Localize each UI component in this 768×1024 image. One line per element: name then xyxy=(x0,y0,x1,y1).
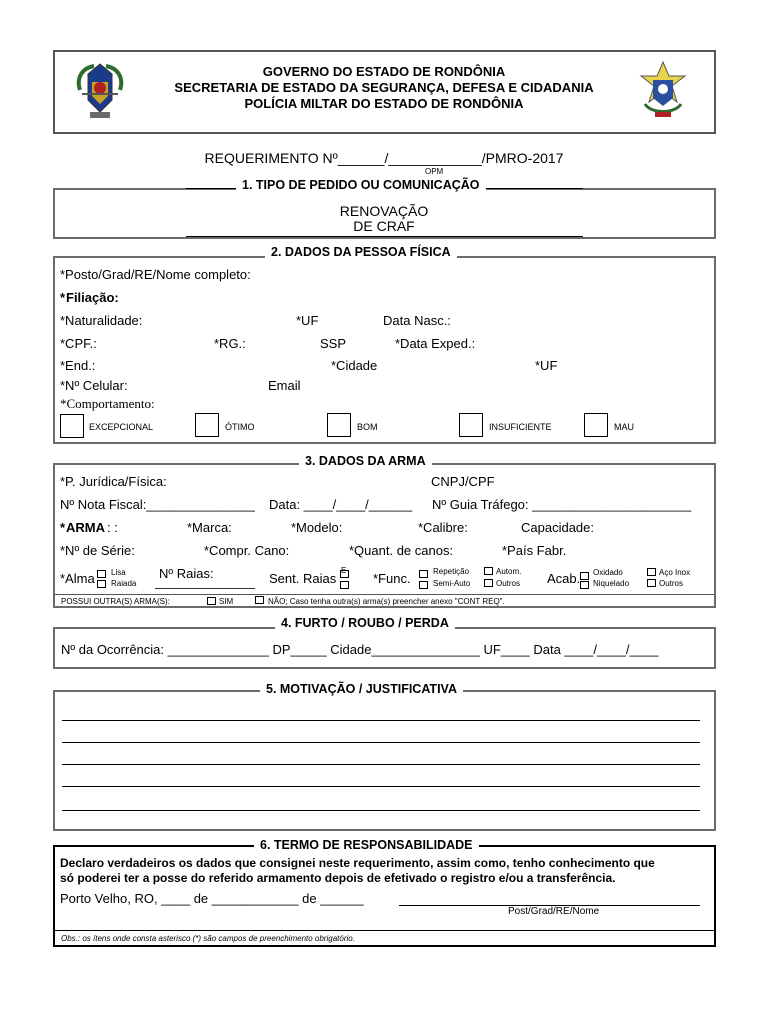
pais-label: *País Fabr. xyxy=(502,543,567,558)
ssp-label: SSP xyxy=(320,336,347,351)
sent-raias-mark: E xyxy=(341,566,347,575)
request-type-line-1: RENOVAÇÃO xyxy=(339,203,429,219)
raiada-label: Raiada xyxy=(111,579,137,588)
autom-checkbox[interactable] xyxy=(484,567,493,575)
option-insuficiente-label: INSUFICIENTE xyxy=(489,422,552,432)
lisa-label: Lisa xyxy=(111,568,126,577)
option-bom-checkbox[interactable] xyxy=(327,413,351,437)
data-nasc-label: Data Nasc.: xyxy=(383,313,451,328)
justification-line-3[interactable] xyxy=(62,764,700,765)
option-bom-label: BOM xyxy=(357,422,378,432)
alma-label: *Alma xyxy=(60,571,95,586)
section-6-divider xyxy=(55,930,714,931)
outros-func-checkbox[interactable] xyxy=(484,579,493,587)
lisa-checkbox[interactable] xyxy=(97,570,106,578)
option-otimo-checkbox[interactable] xyxy=(195,413,219,437)
option-excepcional-label: EXCEPCIONAL xyxy=(89,422,154,432)
justification-line-5[interactable] xyxy=(62,810,700,811)
semi-auto-label: Semi-Auto xyxy=(433,579,471,588)
option-insuficiente-checkbox[interactable] xyxy=(459,413,483,437)
oxidado-checkbox[interactable] xyxy=(580,572,589,580)
cidade-label: *Cidade xyxy=(331,358,378,373)
signature-label: Post/Grad/RE/Nome xyxy=(508,906,600,917)
page-title: REQUERIMENTO Nº______/____________/PMRO-2017 xyxy=(204,150,564,166)
termo-text-1: Declaro verdadeiros os dados que consignei neste requerimento, assim como, tenho conhecimento que xyxy=(60,856,655,870)
termo-text-2: só poderei ter a posse do referido armamento depois de efetivado o registro e/ou a transferência. xyxy=(60,871,616,885)
autom-label: Autom. xyxy=(496,567,522,576)
rg-label: *RG.: xyxy=(214,336,246,351)
outros-acab-label: Outros xyxy=(659,579,684,588)
serie-label: *Nº de Série: xyxy=(60,543,135,558)
modelo-label: *Modelo: xyxy=(291,520,343,535)
option-excepcional-checkbox[interactable] xyxy=(60,414,84,438)
section-4-title: 4. FURTO / ROUBO / PERDA xyxy=(275,616,455,630)
raiada-checkbox[interactable] xyxy=(97,580,106,588)
niquelado-label: Niquelado xyxy=(593,579,630,588)
repeticao-checkbox[interactable] xyxy=(419,570,428,578)
n-raias-underline xyxy=(155,588,255,589)
acab-label: Acab. xyxy=(547,571,581,586)
section-1-title: 1. TIPO DE PEDIDO OU COMUNICAÇÃO xyxy=(236,178,486,192)
email-label: Email xyxy=(268,378,301,393)
calibre-label: *Calibre: xyxy=(418,520,468,535)
cnpj-label: CNPJ/CPF xyxy=(431,474,495,489)
uf-label-1: *UF xyxy=(296,313,319,328)
uf-label-2: *UF xyxy=(535,358,558,373)
aco-inox-checkbox[interactable] xyxy=(647,568,656,576)
option-mau-checkbox[interactable] xyxy=(584,413,608,437)
semi-auto-checkbox[interactable] xyxy=(419,581,428,589)
sent-raias-label: Sent. Raias xyxy=(269,571,337,586)
section-2-title: 2. DADOS DA PESSOA FÍSICA xyxy=(265,245,457,259)
naturalidade-label: *Naturalidade: xyxy=(60,313,143,328)
section-1-underline xyxy=(186,236,583,237)
header-line-2: SECRETARIA DE ESTADO DA SEGURANÇA, DEFESA E CIDADANIA xyxy=(174,80,594,95)
option-otimo-label: ÓTIMO xyxy=(225,422,255,432)
request-type-line-2: DE CRAF xyxy=(353,218,415,234)
arma-colon: : : xyxy=(107,520,118,535)
nao-label: NÃO; Caso tenha outra(s) arma(s) preencher anexo "CONT REQ". xyxy=(268,597,505,606)
arma-label: ARMA xyxy=(66,520,105,535)
header-line-1: GOVERNO DO ESTADO DE RONDÔNIA xyxy=(262,64,506,79)
cpf-label: *CPF.: xyxy=(60,336,97,351)
header-line-3: POLÍCIA MILTAR DO ESTADO DE RONDÔNIA xyxy=(244,96,524,111)
func-label: *Func. xyxy=(373,571,411,586)
section-2-box xyxy=(53,256,716,444)
data-field[interactable]: Data: ____/____/______ xyxy=(269,497,413,512)
outros-acab-checkbox[interactable] xyxy=(647,579,656,587)
data-exped-label: *Data Exped.: xyxy=(395,336,476,351)
justification-line-2[interactable] xyxy=(62,742,700,743)
justification-line-1[interactable] xyxy=(62,720,700,721)
section-3-title: 3. DADOS DA ARMA xyxy=(299,454,432,468)
aco-inox-label: Aço Inox xyxy=(659,568,691,577)
justification-line-4[interactable] xyxy=(62,786,700,787)
niquelado-checkbox[interactable] xyxy=(580,581,589,589)
marca-label: *Marca: xyxy=(187,520,232,535)
section-3-divider xyxy=(55,594,714,595)
pjuridica-label: *P. Jurídica/Física: xyxy=(60,474,167,489)
possui-label: POSSUI OUTRA(S) ARMA(S): xyxy=(61,597,170,606)
section-5-title: 5. MOTIVAÇÃO / JUSTIFICATIVA xyxy=(260,682,463,696)
guia-field[interactable]: Nº Guia Tráfego: ______________________ xyxy=(432,497,692,512)
end-label: *End.: xyxy=(60,358,96,373)
sim-checkbox[interactable] xyxy=(207,597,216,605)
local-data-line[interactable]: Porto Velho, RO, ____ de ____________ de ______ xyxy=(60,891,364,906)
oxidado-label: Oxidado xyxy=(593,568,623,577)
sim-label: SIM xyxy=(219,597,234,606)
option-mau-label: MAU xyxy=(614,422,634,432)
obs-text: Obs.: os ítens onde consta asterisco (*) são campos de preenchimento obrigatório. xyxy=(61,934,355,943)
repeticao-label: Repetição xyxy=(433,567,470,576)
quant-canos-label: *Quant. de canos: xyxy=(349,543,454,558)
celular-label: *Nº Celular: xyxy=(60,378,128,393)
nao-checkbox[interactable] xyxy=(255,596,264,604)
filiacao-label: Filiação: xyxy=(66,290,119,305)
opm-label: OPM xyxy=(425,167,444,176)
posto-label: *Posto/Grad/RE/Nome completo: xyxy=(60,267,251,282)
capacidade-label: Capacidade: xyxy=(521,520,594,535)
nota-fiscal-field[interactable]: Nº Nota Fiscal:_______________ xyxy=(60,497,255,512)
filiacao-star: * xyxy=(60,290,66,305)
ocorrencia-line[interactable]: Nº da Ocorrência: ______________ DP_____ Cidade_______________ UF____ Data ____/____/____ xyxy=(61,642,659,657)
sent-raias-checkbox-2[interactable] xyxy=(340,581,349,589)
compr-cano-label: *Compr. Cano: xyxy=(204,543,290,558)
outros-func-label: Outros xyxy=(496,579,521,588)
comportamento-label: *Comportamento: xyxy=(60,396,155,411)
section-6-title: 6. TERMO DE RESPONSABILIDADE xyxy=(254,838,479,852)
arma-star: * xyxy=(60,520,66,535)
n-raias-label: Nº Raias: xyxy=(159,566,214,581)
